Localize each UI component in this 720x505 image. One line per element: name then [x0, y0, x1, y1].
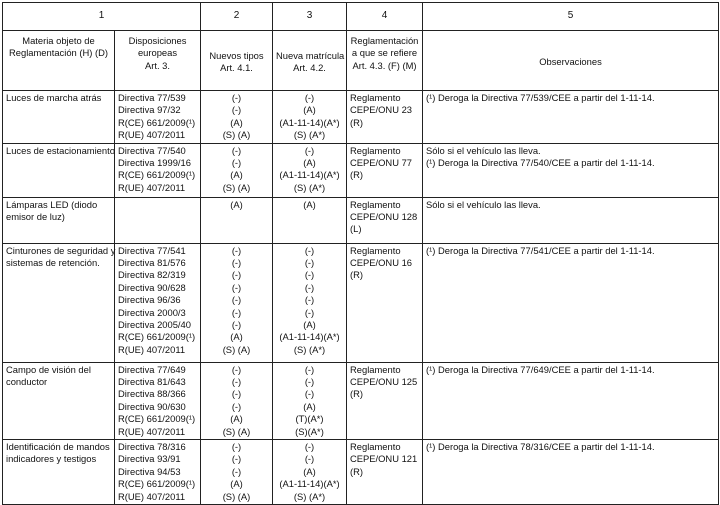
cell-reglamentacion-line: Reglamento — [350, 244, 401, 256]
header-nueva-matricula-line: Art. 4.2. — [293, 62, 326, 73]
cell-materia-line: sistemas de retención. — [6, 257, 100, 269]
cell-reglamentacion — [347, 143, 423, 197]
cell-reglamentacion — [347, 440, 423, 505]
cell-reglamentacion-line: (R) — [350, 269, 364, 281]
cell-disposiciones-line: Directiva 96/36 — [118, 294, 181, 306]
cell-disposiciones-line: Directiva 88/366 — [118, 388, 186, 400]
cell-disposiciones-line: Directiva 78/316 — [118, 441, 186, 453]
cell-disposiciones-line: Directiva 2005/40 — [118, 319, 191, 331]
cell-observaciones — [423, 362, 719, 439]
header-disposiciones — [115, 31, 201, 91]
cell-nuevos-tipos-line: (-) — [231, 453, 242, 465]
cell-disposiciones — [115, 91, 201, 144]
cell-disposiciones-line: Directiva 90/628 — [118, 281, 186, 293]
cell-disposiciones-line: Directiva 77/540 — [118, 144, 186, 156]
header-nuevos-tipos-line: Art. 4.1. — [220, 62, 253, 73]
header-materia — [3, 31, 115, 91]
cell-reglamentacion-line: CEPE/ONU 128 — [350, 211, 418, 223]
cell-nueva-matricula-line: (-) — [304, 281, 315, 293]
cell-nuevos-tipos-line: (-) — [231, 376, 242, 388]
cell-materia — [3, 362, 115, 439]
table-row — [3, 440, 719, 505]
header-nuevos-tipos — [201, 31, 273, 91]
cell-materia — [3, 91, 115, 144]
cell-nuevos-tipos — [201, 197, 273, 243]
cell-nueva-matricula-line: (S) (A*) — [293, 181, 326, 193]
column-number-3: 3 — [273, 3, 347, 31]
cell-observaciones — [423, 91, 719, 144]
cell-disposiciones-line: Directiva 81/643 — [118, 376, 186, 388]
cell-nueva-matricula-line: (-) — [304, 363, 315, 375]
header-reglamentacion-line: a que se refiere — [351, 47, 418, 59]
cell-nueva-matricula-line: (A1-11-14)(A*) — [279, 169, 340, 181]
cell-reglamentacion-line: (R) — [350, 465, 364, 477]
cell-nueva-matricula-line: (-) — [304, 244, 315, 256]
cell-disposiciones — [115, 362, 201, 439]
cell-nueva-matricula-line: (-) — [304, 144, 315, 156]
cell-reglamentacion-line: CEPE/ONU 77 — [350, 157, 412, 169]
cell-nueva-matricula-line: (S) (A*) — [293, 343, 326, 355]
cell-materia — [3, 143, 115, 197]
cell-reglamentacion — [347, 91, 423, 144]
cell-disposiciones-line: Directiva 77/539 — [118, 92, 186, 103]
cell-nuevos-tipos-line: (A) — [230, 331, 243, 343]
cell-nueva-matricula-line: (-) — [304, 376, 315, 388]
cell-nueva-matricula-line: (A) — [303, 104, 316, 116]
cell-nuevos-tipos-line: (-) — [231, 388, 242, 400]
cell-reglamentacion-line: CEPE/ONU 121 — [350, 453, 418, 465]
cell-nueva-matricula-line: (S)(A*) — [295, 425, 324, 437]
cell-observaciones — [423, 440, 719, 505]
cell-nueva-matricula-line: (-) — [304, 306, 315, 318]
cell-nuevos-tipos — [201, 440, 273, 505]
cell-nuevos-tipos-line: (-) — [231, 144, 242, 156]
cell-nueva-matricula-line: (A) — [303, 157, 316, 169]
cell-nueva-matricula-line: (-) — [304, 294, 315, 306]
cell-reglamentacion-line: (R) — [350, 116, 364, 128]
cell-reglamentacion — [347, 362, 423, 439]
header-row — [3, 31, 719, 91]
header-reglamentacion — [347, 31, 423, 91]
cell-nueva-matricula — [273, 143, 347, 197]
cell-disposiciones-line: R(CE) 661/2009(¹) — [118, 116, 196, 128]
cell-reglamentacion-line: (R) — [350, 388, 364, 400]
table-row — [3, 362, 719, 439]
cell-disposiciones-line: R(UE) 407/2011 — [118, 425, 186, 437]
cell-disposiciones-line: Directiva 90/630 — [118, 400, 186, 412]
cell-materia-line: Cinturones de seguridad y — [6, 244, 116, 256]
cell-disposiciones-line: R(CE) 661/2009(¹) — [118, 331, 196, 343]
cell-reglamentacion-line: (L) — [350, 223, 362, 235]
header-disposiciones-line: europeas — [137, 47, 178, 59]
cell-nuevos-tipos-line: (A) — [230, 413, 243, 425]
cell-nuevos-tipos-line: (-) — [231, 400, 242, 412]
cell-materia — [3, 440, 115, 505]
cell-disposiciones — [115, 143, 201, 197]
cell-nuevos-tipos-line: (S) (A) — [222, 181, 251, 193]
cell-nuevos-tipos — [201, 91, 273, 144]
cell-nueva-matricula — [273, 362, 347, 439]
cell-nuevos-tipos-line: (-) — [231, 157, 242, 169]
cell-nueva-matricula-line: (-) — [304, 92, 315, 103]
cell-materia-line: Luces de estacionamiento — [6, 144, 115, 156]
cell-nueva-matricula-line: (A1-11-14)(A*) — [279, 331, 340, 343]
cell-reglamentacion-line: (R) — [350, 169, 364, 181]
cell-observaciones-line: (¹) Deroga la Directiva 77/541/CEE a partir del 1-11-14. — [426, 244, 655, 256]
cell-disposiciones-line: Directiva 82/319 — [118, 269, 186, 281]
cell-disposiciones-line: R(CE) 661/2009(¹) — [118, 478, 196, 490]
cell-reglamentacion — [347, 197, 423, 243]
cell-nueva-matricula-line: (S) (A*) — [293, 490, 326, 502]
regulation-table — [2, 2, 719, 505]
cell-nueva-matricula-line: (S) (A*) — [293, 129, 326, 141]
cell-nuevos-tipos-line: (-) — [231, 269, 242, 281]
cell-disposiciones-line: Directiva 94/53 — [118, 465, 181, 477]
cell-nueva-matricula — [273, 197, 347, 243]
cell-disposiciones-line: Directiva 97/32 — [118, 104, 181, 116]
column-number-4: 4 — [347, 3, 423, 31]
header-materia-line: Materia objeto de — [22, 35, 95, 46]
cell-nuevos-tipos-line: (S) (A) — [222, 490, 251, 502]
cell-nuevos-tipos-line: (-) — [231, 92, 242, 103]
cell-nueva-matricula-line: (-) — [304, 257, 315, 269]
cell-materia-line: conductor — [6, 376, 48, 388]
cell-materia-line: indicadores y testigos — [6, 453, 97, 465]
cell-disposiciones-line: R(CE) 661/2009(¹) — [118, 169, 196, 181]
cell-nuevos-tipos-line: (S) (A) — [222, 129, 251, 141]
cell-materia-line: Luces de marcha atrás — [6, 92, 102, 103]
header-observaciones-line: Observaciones — [539, 55, 602, 67]
cell-nuevos-tipos-line: (S) (A) — [222, 425, 251, 437]
cell-nuevos-tipos-line: (-) — [231, 465, 242, 477]
cell-nuevos-tipos-line: (-) — [231, 244, 242, 256]
column-number-row — [3, 3, 719, 31]
cell-disposiciones — [115, 197, 201, 243]
cell-reglamentacion — [347, 243, 423, 362]
cell-nuevos-tipos-line: (A) — [230, 116, 243, 128]
cell-disposiciones-line: Directiva 81/576 — [118, 257, 186, 269]
cell-observaciones — [423, 197, 719, 243]
header-reglamentacion-line: Art. 4.3. (F) (M) — [352, 59, 417, 71]
cell-nueva-matricula-line: (A) — [303, 400, 316, 412]
cell-reglamentacion-line: CEPE/ONU 16 — [350, 257, 412, 269]
cell-nuevos-tipos-line: (-) — [231, 281, 242, 293]
cell-disposiciones-line: R(UE) 407/2011 — [118, 129, 186, 141]
cell-materia-line: emisor de luz) — [6, 211, 65, 223]
cell-nuevos-tipos — [201, 243, 273, 362]
cell-disposiciones-line: Directiva 93/91 — [118, 453, 181, 465]
cell-reglamentacion-line: Reglamento — [350, 92, 401, 103]
table-row — [3, 143, 719, 197]
cell-nueva-matricula-line: (A) — [303, 465, 316, 477]
cell-disposiciones-line: R(UE) 407/2011 — [118, 343, 186, 355]
cell-nueva-matricula-line: (A1-11-14)(A*) — [279, 478, 340, 490]
cell-nuevos-tipos-line: (-) — [231, 257, 242, 269]
table-row — [3, 91, 719, 144]
cell-nuevos-tipos — [201, 362, 273, 439]
cell-reglamentacion-line: Reglamento — [350, 441, 401, 453]
header-nueva-matricula — [273, 31, 347, 91]
cell-reglamentacion-line: Reglamento — [350, 144, 401, 156]
cell-observaciones-line: (¹) Deroga la Directiva 77/540/CEE a partir del 1-11-14. — [426, 157, 655, 169]
cell-nueva-matricula-line: (-) — [304, 441, 315, 453]
cell-nueva-matricula-line: (-) — [304, 388, 315, 400]
cell-nuevos-tipos-line: (A) — [230, 198, 243, 210]
cell-observaciones-line: (¹) Deroga la Directiva 77/539/CEE a partir del 1-11-14. — [426, 92, 655, 103]
cell-disposiciones — [115, 243, 201, 362]
cell-nuevos-tipos-line: (-) — [231, 319, 242, 331]
cell-materia — [3, 243, 115, 362]
cell-disposiciones-line: Directiva 77/541 — [118, 244, 186, 256]
cell-nueva-matricula — [273, 91, 347, 144]
header-nuevos-tipos-line: Nuevos tipos — [209, 49, 264, 61]
table-row — [3, 197, 719, 243]
column-number-1: 1 — [3, 3, 201, 31]
cell-nueva-matricula-line: (A) — [303, 198, 316, 210]
cell-materia-line: Campo de visión del — [6, 363, 91, 375]
column-number-2: 2 — [201, 3, 273, 31]
cell-nuevos-tipos-line: (-) — [231, 294, 242, 306]
cell-disposiciones — [115, 440, 201, 505]
cell-nueva-matricula-line: (T)(A*) — [295, 413, 324, 425]
cell-nuevos-tipos-line: (A) — [230, 169, 243, 181]
cell-nueva-matricula-line: (A) — [303, 319, 316, 331]
cell-disposiciones-line: R(UE) 407/2011 — [118, 490, 186, 502]
cell-materia — [3, 197, 115, 243]
cell-disposiciones-line: Directiva 1999/16 — [118, 157, 191, 169]
cell-nuevos-tipos-line: (-) — [231, 363, 242, 375]
column-number-5: 5 — [423, 3, 719, 31]
header-nueva-matricula-line: Nueva matrícula — [276, 49, 345, 61]
cell-disposiciones-line: R(CE) 661/2009(¹) — [118, 413, 196, 425]
cell-nuevos-tipos-line: (-) — [231, 104, 242, 116]
cell-reglamentacion-line: Reglamento — [350, 363, 401, 375]
cell-materia-line: Identificación de mandos — [6, 441, 110, 453]
cell-observaciones-line: (¹) Deroga la Directiva 77/649/CEE a partir del 1-11-14. — [426, 363, 655, 375]
cell-observaciones — [423, 243, 719, 362]
cell-nueva-matricula — [273, 440, 347, 505]
cell-nuevos-tipos-line: (A) — [230, 478, 243, 490]
cell-nueva-matricula-line: (-) — [304, 453, 315, 465]
cell-disposiciones-line: Directiva 77/649 — [118, 363, 186, 375]
cell-observaciones — [423, 143, 719, 197]
table-row — [3, 243, 719, 362]
header-reglamentacion-line: Reglamentación — [350, 35, 419, 46]
header-disposiciones-line: Art. 3. — [144, 59, 170, 71]
cell-disposiciones-line: R(UE) 407/2011 — [118, 181, 186, 193]
header-observaciones — [423, 31, 719, 91]
cell-nueva-matricula — [273, 243, 347, 362]
cell-disposiciones-line: Directiva 2000/3 — [118, 306, 186, 318]
cell-nuevos-tipos — [201, 143, 273, 197]
cell-nuevos-tipos-line: (S) (A) — [222, 343, 251, 355]
cell-nuevos-tipos-line: (-) — [231, 441, 242, 453]
cell-materia-line: Lámparas LED (diodo — [6, 198, 98, 210]
cell-nuevos-tipos-line: (-) — [231, 306, 242, 318]
cell-reglamentacion-line: CEPE/ONU 23 — [350, 104, 412, 116]
cell-observaciones-line: (¹) Deroga la Directiva 78/316/CEE a partir del 1-11-14. — [426, 441, 655, 453]
cell-nueva-matricula-line: (A1-11-14)(A*) — [279, 116, 340, 128]
cell-observaciones-line: Sólo si el vehículo las lleva. — [426, 198, 541, 210]
cell-reglamentacion-line: CEPE/ONU 125 — [350, 376, 418, 388]
header-materia-line: Reglamentación (H) (D) — [9, 47, 108, 59]
header-disposiciones-line: Disposiciones — [128, 35, 187, 46]
cell-nueva-matricula-line: (-) — [304, 269, 315, 281]
cell-observaciones-line: Sólo si el vehículo las lleva. — [426, 144, 541, 156]
cell-reglamentacion-line: Reglamento — [350, 198, 401, 210]
